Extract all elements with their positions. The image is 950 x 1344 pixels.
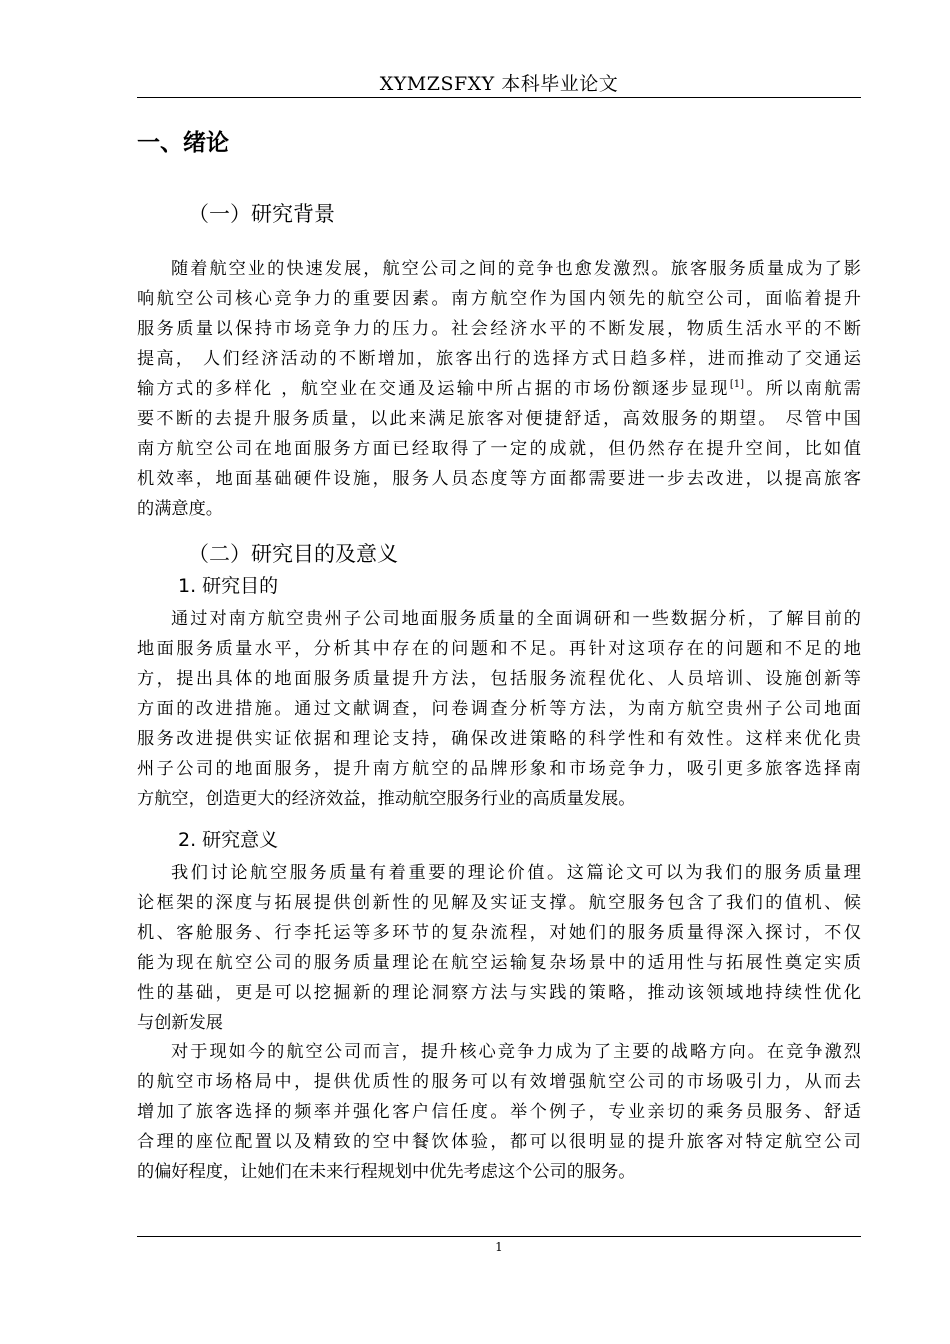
text-line: 州子公司的地面服务，提升南方航空的品牌形象和市场竞争力，吸引更多旅客选择南 [137,759,861,779]
text-line: 的航空市场格局中，提供优质性的服务可以有效增强航空公司的市场吸引力，从而去 [137,1072,861,1092]
header-rule [137,97,861,98]
subsection-title-purpose: 1. 研究目的 [178,575,279,597]
chapter-title: 一、绪论 [137,130,229,156]
text-line: 方面的改进措施。通过文献调查，问卷调查分析等方法，为南方航空贵州子公司地面 [137,699,861,719]
text-line: 的偏好程度，让她们在未来行程规划中优先考虑这个公司的服务。 [137,1162,636,1182]
text-line: 方，提出具体的地面服务质量提升方法，包括服务流程优化、人员培训、设施创新等 [137,669,861,689]
text-line: 机、客舱服务、行李托运等多环节的复杂流程，对她们的服务质量得深入探讨，不仅 [137,923,861,943]
text-line: 机效率，地面基础硬件设施，服务人员态度等方面都需要进一步去改进，以提高旅客 [137,469,861,489]
subsection-title-significance: 2. 研究意义 [178,829,279,851]
text-line-tail: 。所以南航需 [743,379,861,399]
text-line: 与创新发展 [137,1013,223,1033]
text-line: 对于现如今的航空公司而言，提升核心竞争力成为了主要的战略方向。在竞争激烈 [171,1042,861,1062]
section-title-background: （一）研究背景 [188,202,335,226]
paragraph-significance-theory [137,858,861,1038]
text-line: 响航空公司核心竞争力的重要因素。南方航空作为国内领先的航空公司，面临着提升 [137,289,861,309]
paragraph-purpose [137,604,861,814]
text-line: 增加了旅客选择的频率并强化客户信任度。举个例子，专业亲切的乘务员服务、舒适 [137,1102,861,1122]
text-line: 能为现在航空公司的服务质量理论在航空运输复杂场景中的适用性与拓展性奠定实质 [137,953,861,973]
running-header: XYMZSFXY 本科毕业论文 [379,73,619,95]
text-line-with-citation [137,374,861,404]
text-line: 服务质量以保持市场竞争力的压力。社会经济水平的不断发展，物质生活水平的不断 [137,319,861,339]
text-line: 论框架的深度与拓展提供创新性的见解及实证支撑。航空服务包含了我们的值机、候 [137,893,861,913]
paragraph-significance-practice [137,1037,861,1187]
text-line: 我们讨论航空服务质量有着重要的理论价值。这篇论文可以为我们的服务质量理 [171,863,861,883]
footer-rule [137,1236,861,1237]
text-line: 要不断的去提升服务质量，以此来满足旅客对便捷舒适，高效服务的期望。 尽管中国 [137,409,861,429]
text-line: 方航空，创造更大的经济效益，推动航空服务行业的高质量发展。 [137,789,636,809]
page-number: 1 [495,1240,503,1254]
text-line: 地面服务质量水平，分析其中存在的问题和不足。再针对这项存在的问题和不足的地 [137,639,861,659]
paragraph-background [137,254,861,524]
citation-ref: [1] [729,379,744,390]
text-line: 提高， 人们经济活动的不断增加，旅客出行的选择方式日趋多样，进而推动了交通运 [137,349,861,369]
text-line-head: 输方式的多样化 ，航空业在交通及运输中所占据的市场份额逐步显现 [137,379,730,399]
text-line: 性的基础，更是可以挖掘新的理论洞察方法与实践的策略，推动该领域地持续性优化 [137,983,861,1003]
text-line: 随着航空业的快速发展，航空公司之间的竞争也愈发激烈。旅客服务质量成为了影 [171,259,861,279]
text-line: 合理的座位配置以及精致的空中餐饮体验，都可以很明显的提升旅客对特定航空公司 [137,1132,861,1152]
section-title-purpose: （二）研究目的及意义 [188,542,398,566]
text-line: 的满意度。 [137,499,223,519]
text-line: 通过对南方航空贵州子公司地面服务质量的全面调研和一些数据分析，了解目前的 [171,609,861,629]
text-line: 服务改进提供实证依据和理论支持，确保改进策略的科学性和有效性。这样来优化贵 [137,729,861,749]
text-line: 南方航空公司在地面服务方面已经取得了一定的成就，但仍然存在提升空间，比如值 [137,439,861,459]
